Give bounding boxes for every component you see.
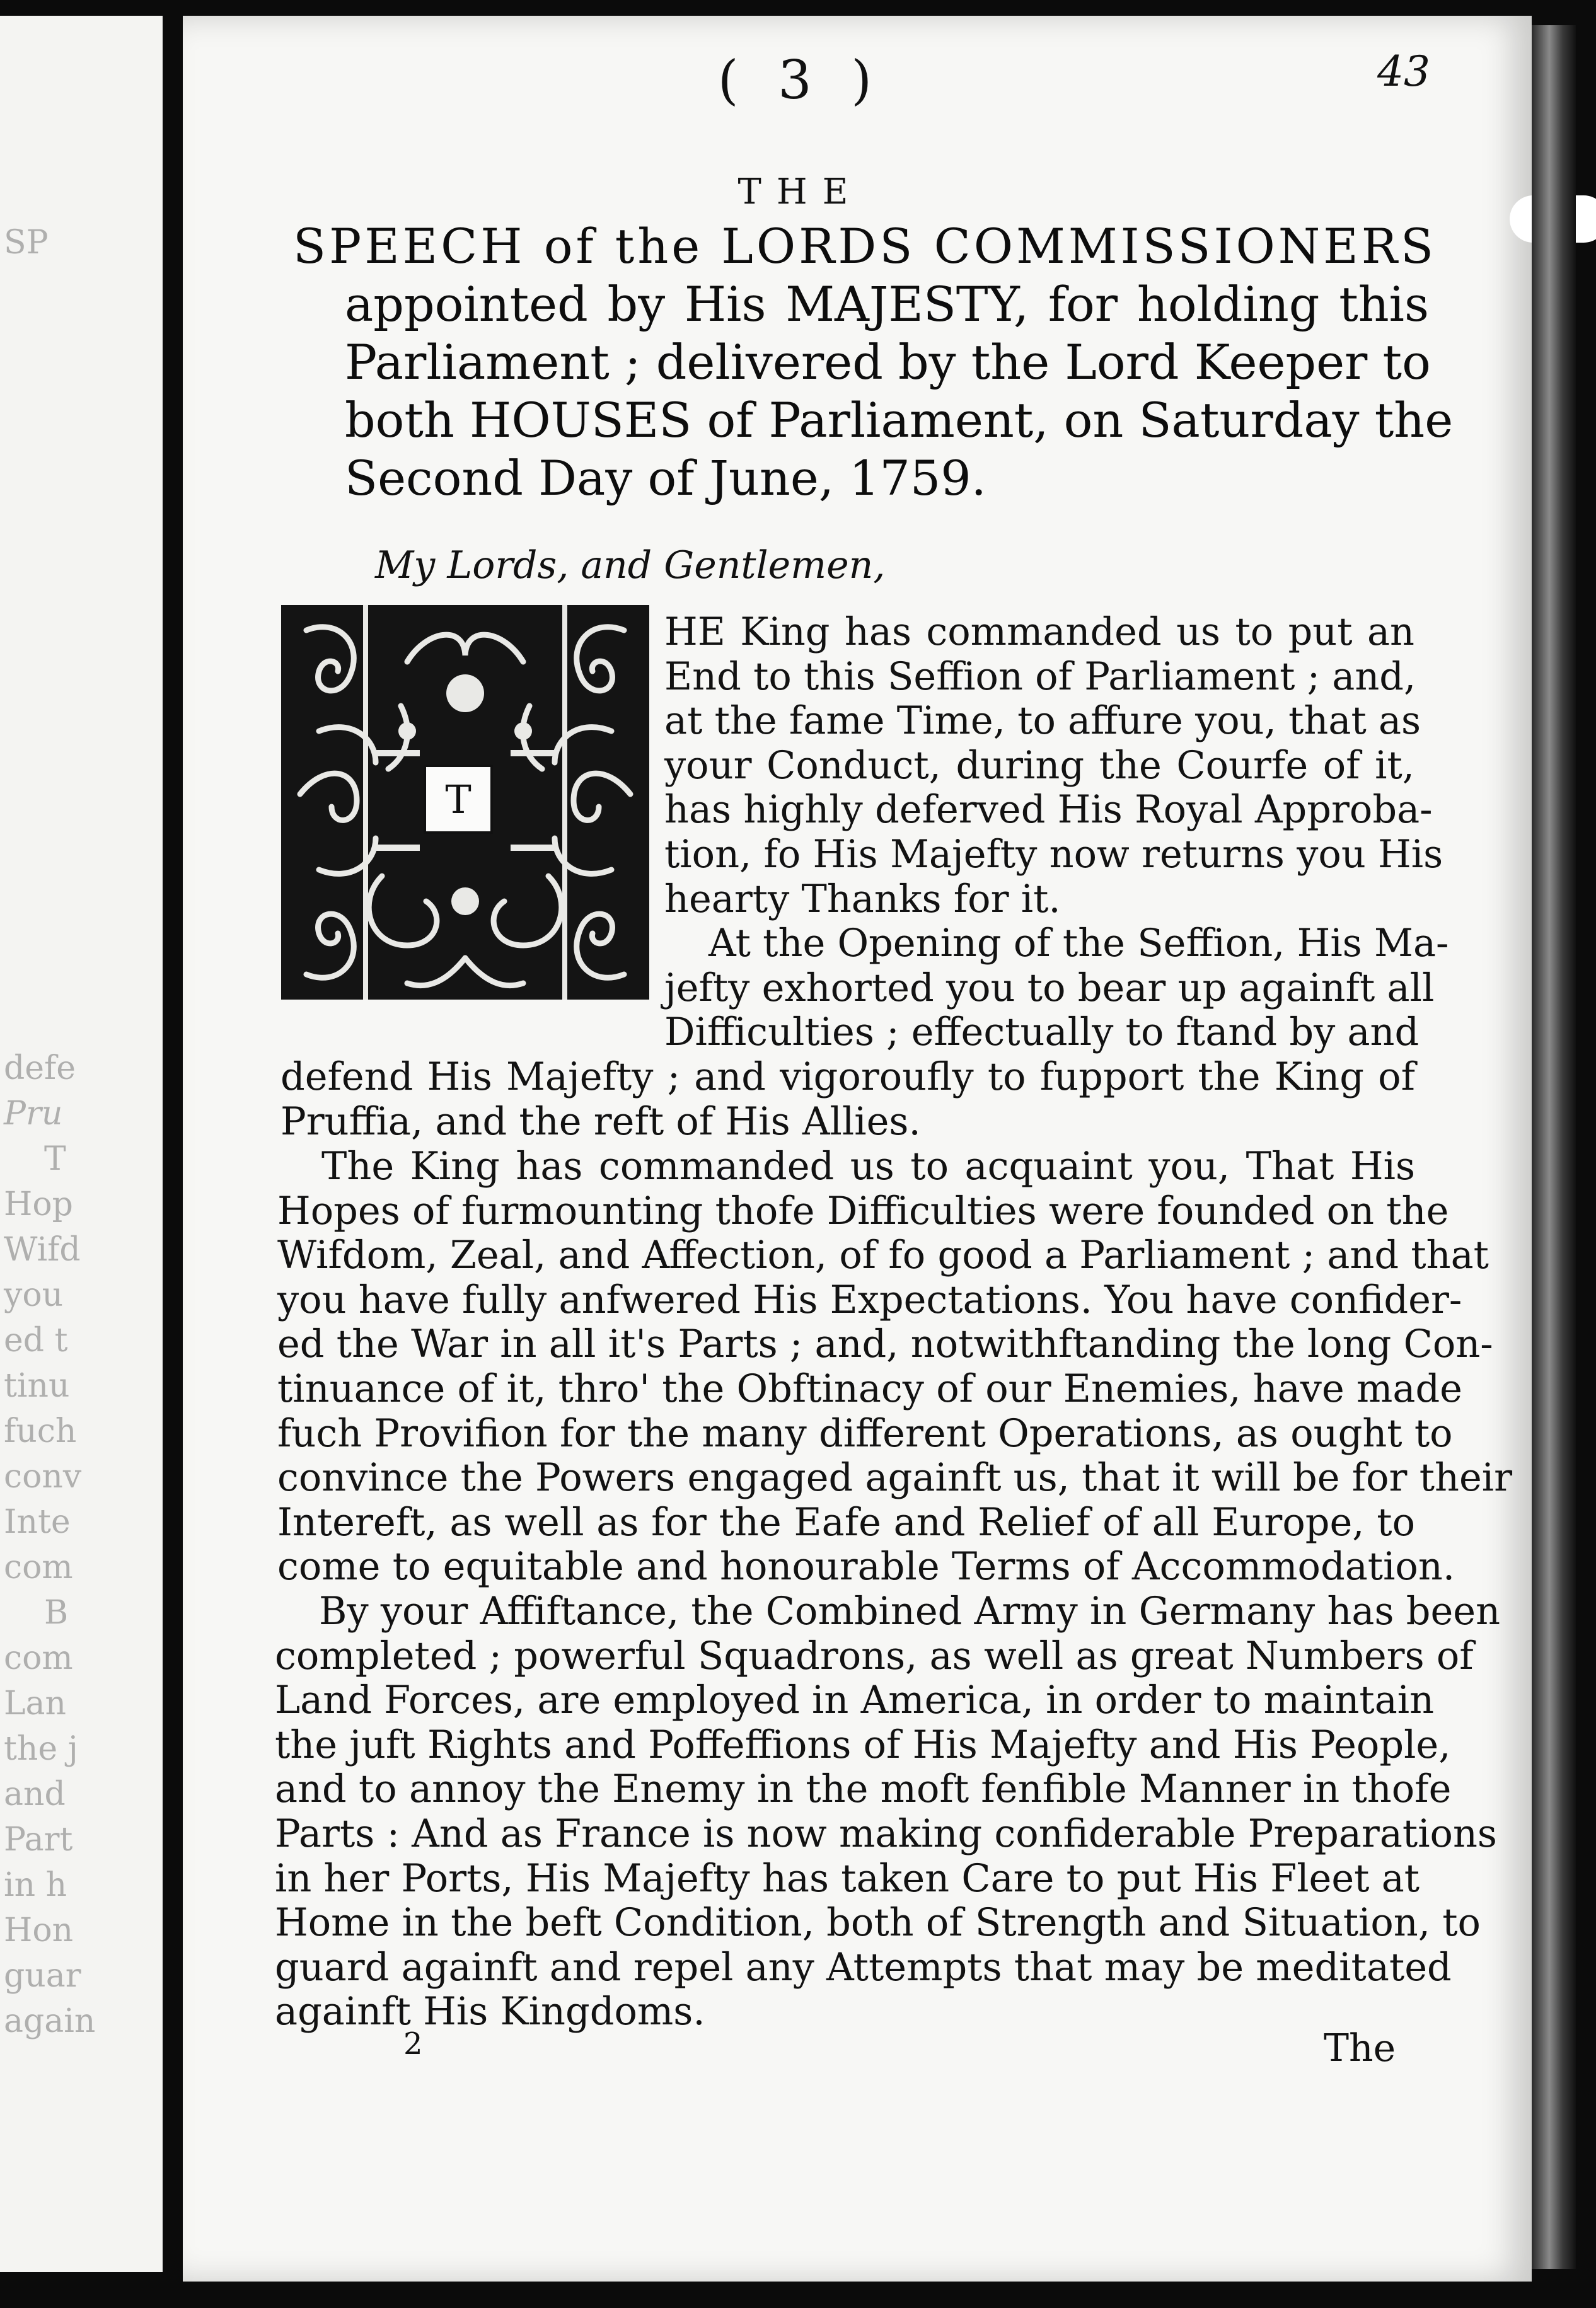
facing-fragment: the j — [4, 1730, 78, 1768]
catchword: The — [1324, 2026, 1396, 2070]
facing-fragment: Lan — [4, 1685, 67, 1722]
speech-title — [293, 217, 1454, 507]
text-line: and to annoy the Enemy in the moft fenfible Manner in thofe — [275, 1767, 1452, 1812]
text-line: at the fame Time, to affure you, that as — [664, 699, 1421, 744]
text-line: defend His Majefty ; and vigoroufly to fupport the King of — [280, 1055, 1415, 1099]
ornamental-dropcap — [281, 605, 649, 1000]
facing-fragment: Hon — [4, 1912, 74, 1949]
text-line: hearty Thanks for it. — [664, 877, 1061, 921]
facing-fragment: in h — [4, 1866, 67, 1904]
page-edge — [1532, 25, 1576, 2269]
text-line: tinuance of it, thro' the Obftinacy of our Enemies, have made — [277, 1366, 1462, 1411]
facing-fragment: ed t — [4, 1322, 68, 1359]
facing-fragment: you — [4, 1276, 64, 1314]
text-line: convince the Powers engaged againft us, that it will be for their — [277, 1456, 1513, 1501]
text-line: completed ; powerful Squadrons, as well as great Numbers of — [275, 1634, 1474, 1678]
facing-fragment: Hop — [4, 1186, 73, 1223]
text-line: the juft Rights and Poffeffions of His Majefty and His People, — [275, 1722, 1451, 1767]
text-line: in her Ports, His Majefty has taken Care to put His Fleet at — [275, 1856, 1420, 1901]
text-line: Pruffia, and the reft of His Allies. — [280, 1099, 921, 1144]
text-line: has highly deferved His Royal Approba- — [664, 788, 1433, 833]
title-line: Second Day of June, 1759. — [345, 450, 986, 506]
facing-fragment: B — [44, 1594, 69, 1632]
text-line: fuch Provifion for the many different Operations, as ought to — [277, 1411, 1453, 1456]
paragraph-opening — [664, 610, 1443, 921]
facing-fragment: defe — [4, 1049, 76, 1087]
facing-fragment: Pru — [4, 1095, 63, 1133]
facing-fragment: Inte — [4, 1503, 71, 1541]
title-line: both HOUSES of Parliament, on Saturday the — [345, 392, 1454, 448]
page-number: ( 3 ) — [717, 49, 884, 111]
facing-fragment: guar — [4, 1957, 81, 1995]
facing-fragment: and — [4, 1775, 66, 1813]
paragraph-opening-session — [664, 921, 1449, 1055]
text-line: The King has commanded us to acquaint you, That His — [321, 1145, 1415, 1189]
title-line: appointed by His MAJESTY, for holding this — [345, 276, 1429, 332]
salutation: My Lords, and Gentlemen, — [375, 543, 886, 587]
text-line: jefty exhorted you to bear up againft all — [664, 966, 1435, 1010]
paragraph-opening-session-cont — [280, 1055, 1415, 1144]
text-line: Hopes of furmounting thofe Difficulties were founded on the — [277, 1189, 1449, 1233]
text-line: Parts : And as France is now making confiderable Preparations — [275, 1811, 1497, 1856]
text-line: tion, fo His Majefty now returns you His — [664, 832, 1443, 877]
facing-fragment: SP — [4, 224, 49, 262]
facing-fragment: conv — [4, 1458, 82, 1496]
dropcap-letter: T — [424, 765, 493, 834]
text-line: Home in the beft Condition, both of Strength and Situation, to — [275, 1901, 1481, 1946]
text-line: ed the War in all it's Parts ; and, notwithftanding the long Con- — [277, 1322, 1493, 1367]
text-line: you have fully anfwered His Expectations. You have confider- — [277, 1278, 1462, 1322]
facing-fragment: fuch — [4, 1412, 77, 1450]
text-line: guard againft and repel any Attempts that may be meditated — [275, 1945, 1452, 1990]
paragraph-king-commanded — [277, 1145, 1513, 1590]
text-line: Intereft, as well as for the Eafe and Relief of all Europe, to — [277, 1500, 1415, 1545]
facing-fragment: tinu — [4, 1367, 70, 1405]
text-line: HE King has commanded us to put an — [664, 610, 1414, 654]
text-line: By your Affiftance, the Combined Army in Germany has been — [319, 1590, 1501, 1634]
text-line: At the Opening of the Seffion, His Ma- — [708, 921, 1449, 966]
folio-number: 43 — [1377, 47, 1430, 96]
text-line: Wifdom, Zeal, and Affection, of fo good a Parliament ; and that — [277, 1233, 1489, 1278]
text-line: againft His Kingdoms. — [275, 1990, 705, 2034]
title-kicker: THE — [737, 171, 864, 212]
text-line: come to equitable and honourable Terms of Accommodation. — [277, 1545, 1455, 1590]
facing-fragment: Part — [4, 1821, 73, 1859]
paragraph-assistance — [275, 1590, 1501, 2034]
facing-fragment: com — [4, 1639, 73, 1677]
text-line: End to this Seffion of Parliament ; and, — [664, 654, 1416, 699]
signature-mark: 2 — [403, 2026, 423, 2062]
facing-page — [0, 16, 163, 2272]
facing-fragment: T — [44, 1140, 66, 1178]
facing-fragment: com — [4, 1549, 73, 1586]
facing-fragment: again — [4, 2002, 96, 2040]
title-line: Parliament ; delivered by the Lord Keeper to — [345, 334, 1431, 390]
text-line: your Conduct, during the Courfe of it, — [664, 743, 1414, 788]
text-line: Difficulties ; effectually to ftand by and — [664, 1010, 1420, 1055]
text-line: Land Forces, are employed in America, in order to maintain — [275, 1678, 1435, 1723]
facing-fragment: Wifd — [4, 1231, 81, 1269]
title-line: SPEECH of the LORDS COMMISSIONERS — [293, 218, 1437, 274]
